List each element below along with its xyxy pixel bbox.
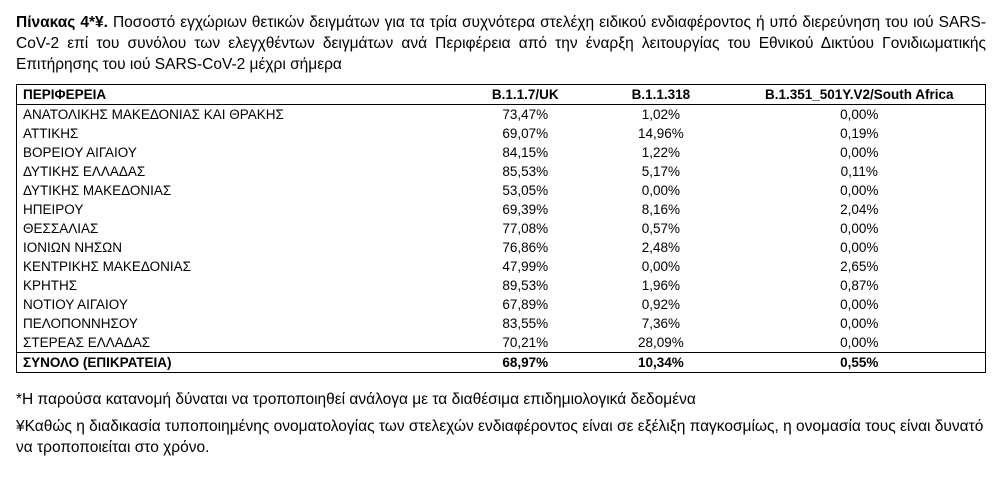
total-b11318-value: 10,34% bbox=[588, 353, 733, 373]
value-cell: 5,17% bbox=[641, 164, 681, 179]
region-cell: ΒΟΡΕΙΟΥ ΑΙΓΑΙΟΥ bbox=[23, 145, 137, 160]
value-cell: 0,19% bbox=[840, 126, 879, 141]
total-row bbox=[17, 353, 986, 373]
region-cell: ΑΝΑΤΟΛΙΚΗΣ ΜΑΚΕΔΟΝΙΑΣ ΚΑΙ ΘΡΑΚΗΣ bbox=[23, 107, 284, 122]
value-cell: 2,04% bbox=[840, 202, 879, 217]
value-cell: 0,57% bbox=[641, 221, 681, 236]
region-cell: ΗΠΕΙΡΟΥ bbox=[23, 202, 84, 217]
value-cell: 0,00% bbox=[840, 316, 879, 331]
value-cell: 2,65% bbox=[840, 259, 879, 274]
value-cell: 7,36% bbox=[641, 316, 681, 331]
value-cell: 14,96% bbox=[637, 126, 684, 141]
value-cell: 1,02% bbox=[641, 107, 681, 122]
value-cell: 1,96% bbox=[641, 278, 681, 293]
region-cell: ΔΥΤΙΚΗΣ ΜΑΚΕΔΟΝΙΑΣ bbox=[23, 183, 172, 198]
header-uk-variant: B.1.1.7/UK bbox=[462, 85, 588, 105]
table-body bbox=[17, 105, 986, 353]
value-cell: 76,86% bbox=[502, 240, 549, 255]
value-cell: 0,00% bbox=[840, 107, 879, 122]
value-cell: 73,47% bbox=[502, 107, 549, 122]
variants-table bbox=[16, 84, 986, 373]
region-cell: ΔΥΤΙΚΗΣ ΕΛΛΑΔΑΣ bbox=[23, 164, 146, 179]
table-caption-text: Ποσοστό εγχώριων θετικών δειγμάτων για τα τρία συχνότερα στελέχη ειδικού ενδιαφέροντος ή υπό διερεύνηση του ιού SARS-CoV-2 επί του συνόλου των ελεγχθέντων δειγμάτων ανά Περιφέρεια από την έναρξη λειτουργίας του Εθνικού Δικτύου Γονιδιωματικής Επιτήρησης του ιού SARS-CoV-2 μέχρι σήμερα bbox=[16, 14, 986, 73]
region-cell: ΝΟΤΙΟΥ ΑΙΓΑΙΟΥ bbox=[23, 297, 128, 312]
header-row bbox=[17, 85, 986, 105]
total-uk-value: 68,97% bbox=[462, 353, 588, 373]
region-cell: ΣΤΕΡΕΑΣ ΕΛΛΑΔΑΣ bbox=[23, 335, 151, 350]
value-cell: 0,00% bbox=[840, 335, 879, 350]
table-row bbox=[17, 333, 986, 353]
value-cell: 89,53% bbox=[502, 278, 549, 293]
table-row bbox=[17, 181, 986, 200]
table-row bbox=[17, 124, 986, 143]
value-cell: 0,87% bbox=[840, 278, 879, 293]
value-cell: 83,55% bbox=[502, 316, 549, 331]
value-cell: 0,11% bbox=[840, 164, 878, 179]
value-cell: 0,00% bbox=[641, 259, 681, 274]
value-cell: 53,05% bbox=[502, 183, 549, 198]
footnote-nomenclature: ¥Καθώς η διαδικασία τυποποιημένης ονοματολογίας των στελεχών ενδιαφέροντος είναι σε εξέλιξη παγκοσμίως, η ονομασία τους είναι δυνατό να τροποποιείται στο χρόνο. bbox=[16, 418, 984, 456]
value-cell: 69,39% bbox=[502, 202, 549, 217]
table-caption-label: Πίνακας 4*¥. bbox=[16, 14, 108, 31]
value-cell: 0,00% bbox=[840, 145, 879, 160]
region-cell: ΑΤΤΙΚΗΣ bbox=[23, 126, 79, 141]
table-caption bbox=[16, 12, 986, 75]
header-b11318-variant: B.1.1.318 bbox=[588, 85, 733, 105]
value-cell: 77,08% bbox=[502, 221, 549, 236]
header-region: ΠΕΡΙΦΕΡΕΙΑ bbox=[17, 85, 463, 105]
region-cell: ΙΟΝΙΩΝ ΝΗΣΩΝ bbox=[23, 240, 123, 255]
total-label: ΣΥΝΟΛΟ (ΕΠΙΚΡΑΤΕΙΑ) bbox=[17, 353, 463, 373]
value-cell: 0,00% bbox=[840, 221, 879, 236]
region-cell: ΚΕΝΤΡΙΚΗΣ ΜΑΚΕΔΟΝΙΑΣ bbox=[23, 259, 191, 274]
table-row bbox=[17, 143, 986, 162]
footnote-distribution: *Η παρούσα κατανομή δύναται να τροποποιηθεί ανάλογα με τα διαθέσιμα επιδημιολογικά δεδομένα bbox=[16, 391, 696, 408]
region-cell: ΠΕΛΟΠΟΝΝΗΣΟΥ bbox=[23, 316, 138, 331]
value-cell: 0,00% bbox=[641, 183, 681, 198]
value-cell: 84,15% bbox=[502, 145, 549, 160]
table-row bbox=[17, 295, 986, 314]
footnotes-section bbox=[16, 389, 986, 458]
table-row bbox=[17, 276, 986, 295]
value-cell: 70,21% bbox=[502, 335, 549, 350]
table-row bbox=[17, 200, 986, 219]
value-cell: 2,48% bbox=[641, 240, 681, 255]
value-cell: 8,16% bbox=[641, 202, 681, 217]
region-cell: ΘΕΣΣΑΛΙΑΣ bbox=[23, 221, 99, 236]
value-cell: 47,99% bbox=[502, 259, 549, 274]
value-cell: 1,22% bbox=[641, 145, 681, 160]
table-row bbox=[17, 162, 986, 181]
table-row bbox=[17, 314, 986, 333]
value-cell: 85,53% bbox=[502, 164, 549, 179]
header-southafrica-variant: B.1.351_501Y.V2/South Africa bbox=[734, 85, 986, 105]
value-cell: 28,09% bbox=[637, 335, 684, 350]
table-row bbox=[17, 219, 986, 238]
table-row bbox=[17, 105, 986, 125]
value-cell: 69,07% bbox=[502, 126, 549, 141]
value-cell: 0,92% bbox=[641, 297, 681, 312]
table-row bbox=[17, 257, 986, 276]
value-cell: 0,00% bbox=[840, 297, 879, 312]
total-southafrica-value: 0,55% bbox=[734, 353, 986, 373]
value-cell: 0,00% bbox=[840, 183, 879, 198]
region-cell: ΚΡΗΤΗΣ bbox=[23, 278, 78, 293]
value-cell: 67,89% bbox=[502, 297, 549, 312]
table-row bbox=[17, 238, 986, 257]
value-cell: 0,00% bbox=[840, 240, 879, 255]
